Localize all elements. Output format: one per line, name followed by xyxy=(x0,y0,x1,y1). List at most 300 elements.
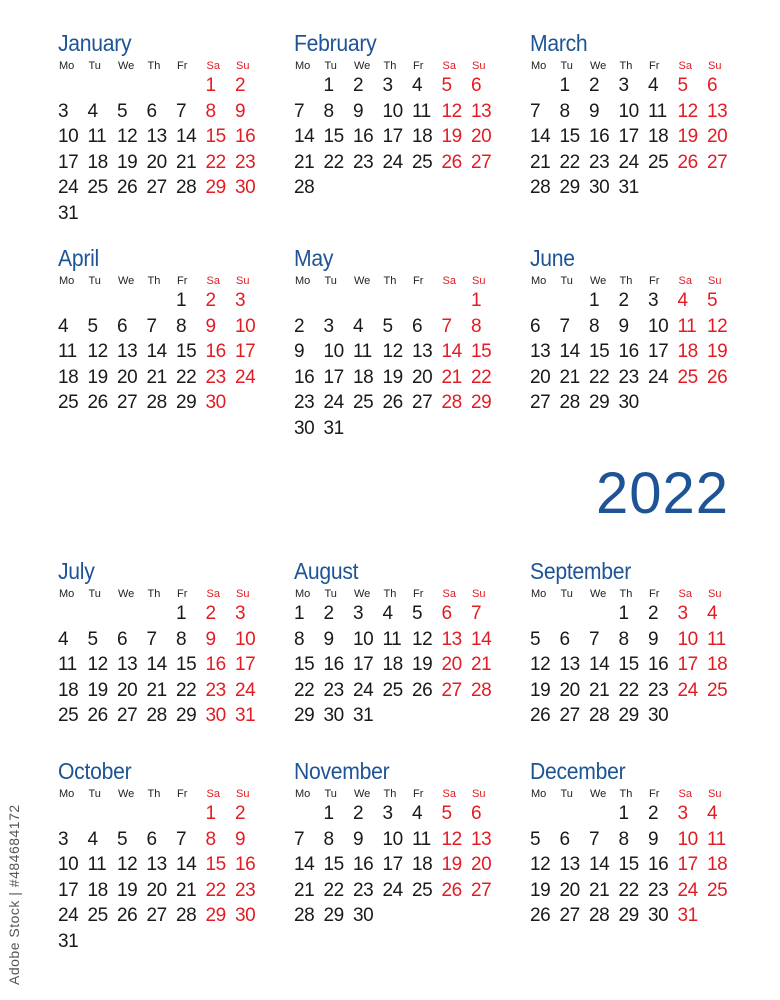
empty-cell xyxy=(294,801,324,827)
day-cell: 6 xyxy=(117,628,128,650)
day-cell: 8 xyxy=(205,828,216,850)
day-cell: 13 xyxy=(530,341,551,362)
day-cell: 19 xyxy=(87,366,108,388)
month-name: November xyxy=(294,758,390,784)
day-cell: 24 xyxy=(648,366,669,388)
day-cell: 24 xyxy=(618,151,639,173)
month-april xyxy=(58,245,273,416)
day-cell: 13 xyxy=(559,654,580,675)
day-cell: 31 xyxy=(618,177,639,198)
weekday-label: Th xyxy=(619,788,633,800)
day-cell: 3 xyxy=(677,603,688,624)
day-cell: 12 xyxy=(677,100,698,122)
day-cell: 19 xyxy=(677,126,698,147)
day-cell: 8 xyxy=(205,100,216,122)
day-cell: 5 xyxy=(707,290,718,311)
day-cell: 27 xyxy=(146,905,167,926)
day-cell: 19 xyxy=(441,126,462,147)
day-cell: 6 xyxy=(471,803,482,824)
day-cell: 11 xyxy=(382,628,402,650)
day-cell: 14 xyxy=(471,628,492,650)
month-january xyxy=(58,30,273,226)
day-cell: 21 xyxy=(294,879,315,901)
weekday-label: Th xyxy=(383,275,397,287)
day-cell: 5 xyxy=(87,628,98,650)
day-cell: 18 xyxy=(677,341,698,362)
day-cell: 16 xyxy=(235,126,256,147)
month-name: December xyxy=(530,758,626,784)
day-cell: 1 xyxy=(618,803,629,824)
weekday-label: Tu xyxy=(560,275,573,287)
day-cell: 23 xyxy=(205,679,226,701)
day-cell: 1 xyxy=(618,603,629,624)
day-cell: 7 xyxy=(589,628,600,650)
day-cell: 13 xyxy=(559,854,580,875)
month-february xyxy=(294,30,509,201)
weekday-label: Th xyxy=(383,588,397,600)
day-cell: 7 xyxy=(441,315,452,337)
weekday-label: Su xyxy=(236,788,250,800)
month-name: May xyxy=(294,245,334,271)
weekday-label: We xyxy=(118,588,135,600)
day-grid xyxy=(58,787,273,954)
day-cell: 17 xyxy=(58,151,79,173)
empty-cell xyxy=(58,73,88,99)
day-cell: 13 xyxy=(146,854,167,875)
day-cell: 29 xyxy=(471,392,492,413)
day-cell: 18 xyxy=(58,679,79,701)
day-cell: 17 xyxy=(58,879,79,901)
day-cell: 3 xyxy=(58,100,69,122)
day-cell: 2 xyxy=(353,803,364,824)
weekday-label: We xyxy=(590,275,607,287)
weekday-label: Th xyxy=(619,588,633,600)
weekday-label: Th xyxy=(383,60,397,72)
day-cell: 3 xyxy=(677,803,688,824)
day-cell: 18 xyxy=(707,654,728,675)
empty-cell xyxy=(147,288,177,314)
weekday-label: Fr xyxy=(649,788,660,800)
weekday-label: We xyxy=(590,788,607,800)
day-cell: 12 xyxy=(87,654,108,675)
weekday-label: Sa xyxy=(442,788,456,800)
day-cell: 31 xyxy=(353,705,374,726)
day-cell: 26 xyxy=(441,151,462,173)
day-cell: 15 xyxy=(176,341,197,362)
day-cell: 28 xyxy=(589,705,610,726)
day-cell: 23 xyxy=(589,151,610,173)
weekday-label: Sa xyxy=(206,275,220,287)
empty-cell xyxy=(147,601,177,627)
day-cell: 21 xyxy=(294,151,315,173)
weekday-label: Th xyxy=(147,588,161,600)
day-cell: 17 xyxy=(353,654,374,675)
empty-cell xyxy=(294,73,324,99)
day-cell: 2 xyxy=(294,315,305,337)
weekday-label: Mo xyxy=(59,275,75,287)
weekday-label: Su xyxy=(472,60,486,72)
day-cell: 4 xyxy=(707,603,718,624)
day-cell: 6 xyxy=(441,603,452,624)
day-cell: 28 xyxy=(530,177,551,198)
day-cell: 21 xyxy=(530,151,551,173)
day-cell: 10 xyxy=(618,100,639,122)
day-cell: 8 xyxy=(323,828,334,850)
weekday-label: Fr xyxy=(177,788,188,800)
weekday-label: Su xyxy=(472,788,486,800)
day-cell: 19 xyxy=(441,854,462,875)
day-cell: 9 xyxy=(618,315,629,337)
day-cell: 25 xyxy=(648,151,669,173)
weekday-label: Mo xyxy=(295,60,311,72)
day-cell: 5 xyxy=(441,803,452,824)
day-cell: 18 xyxy=(87,151,108,173)
weekday-label: Th xyxy=(147,60,161,72)
empty-cell xyxy=(176,801,206,827)
month-june xyxy=(530,245,745,416)
day-cell: 8 xyxy=(294,628,305,650)
day-cell: 11 xyxy=(58,341,77,362)
day-cell: 1 xyxy=(205,803,216,824)
day-cell: 25 xyxy=(677,366,698,388)
day-cell: 5 xyxy=(117,828,128,850)
day-cell: 17 xyxy=(235,341,256,362)
day-cell: 20 xyxy=(117,366,138,388)
day-cell: 21 xyxy=(589,679,610,701)
weekday-label: Sa xyxy=(206,588,220,600)
day-cell: 14 xyxy=(530,126,551,147)
day-cell: 3 xyxy=(382,803,393,824)
day-cell: 2 xyxy=(353,75,364,96)
empty-cell xyxy=(147,73,177,99)
day-cell: 9 xyxy=(235,828,246,850)
month-name: June xyxy=(530,245,575,271)
day-cell: 9 xyxy=(648,828,659,850)
day-cell: 11 xyxy=(707,628,726,650)
day-cell: 13 xyxy=(117,341,138,362)
empty-cell xyxy=(530,801,560,827)
day-cell: 28 xyxy=(471,679,492,701)
day-cell: 13 xyxy=(471,100,492,122)
day-cell: 24 xyxy=(323,392,344,413)
day-cell: 22 xyxy=(589,366,610,388)
day-cell: 14 xyxy=(146,654,167,675)
year-title: 2022 xyxy=(596,461,730,526)
day-cell: 20 xyxy=(471,126,492,147)
day-cell: 1 xyxy=(559,75,570,96)
day-cell: 3 xyxy=(382,75,393,96)
day-cell: 6 xyxy=(707,75,718,96)
day-cell: 7 xyxy=(294,100,305,122)
day-cell: 13 xyxy=(146,126,167,147)
day-cell: 19 xyxy=(412,654,433,675)
month-name: March xyxy=(530,30,588,56)
day-cell: 21 xyxy=(471,654,492,675)
day-cell: 16 xyxy=(205,341,226,362)
day-cell: 1 xyxy=(294,603,305,624)
day-cell: 16 xyxy=(353,854,374,875)
day-cell: 23 xyxy=(235,151,256,173)
weekday-label: Su xyxy=(708,588,722,600)
day-grid xyxy=(294,59,509,201)
month-name: October xyxy=(58,758,132,784)
weekday-label: Tu xyxy=(88,60,101,72)
weekday-label: We xyxy=(118,275,135,287)
weekday-label: Tu xyxy=(560,588,573,600)
day-cell: 30 xyxy=(353,905,374,926)
day-cell: 2 xyxy=(618,290,629,311)
day-cell: 18 xyxy=(58,366,79,388)
weekday-label: Sa xyxy=(678,275,692,287)
weekday-label: Sa xyxy=(678,60,692,72)
weekday-label: We xyxy=(590,588,607,600)
day-cell: 6 xyxy=(471,75,482,96)
day-cell: 30 xyxy=(648,905,669,926)
day-grid xyxy=(294,587,509,729)
day-cell: 22 xyxy=(323,879,344,901)
empty-cell xyxy=(88,73,118,99)
day-cell: 13 xyxy=(707,100,728,122)
day-cell: 3 xyxy=(648,290,659,311)
day-cell: 25 xyxy=(87,905,108,926)
day-cell: 25 xyxy=(87,177,108,198)
empty-cell xyxy=(117,73,147,99)
day-cell: 9 xyxy=(648,628,659,650)
day-cell: 12 xyxy=(530,654,551,675)
empty-cell xyxy=(147,801,177,827)
empty-cell xyxy=(58,601,88,627)
day-cell: 8 xyxy=(471,315,482,337)
day-cell: 2 xyxy=(589,75,600,96)
weekday-label: Tu xyxy=(324,275,337,287)
day-cell: 29 xyxy=(176,705,197,726)
day-cell: 4 xyxy=(58,315,69,337)
weekday-label: Fr xyxy=(177,60,188,72)
day-cell: 6 xyxy=(146,100,157,122)
weekday-label: Su xyxy=(708,275,722,287)
day-cell: 9 xyxy=(323,628,334,650)
day-cell: 19 xyxy=(707,341,728,362)
empty-cell xyxy=(58,288,88,314)
day-cell: 19 xyxy=(117,879,138,901)
day-cell: 10 xyxy=(677,828,698,850)
day-cell: 4 xyxy=(87,100,98,122)
day-cell: 12 xyxy=(412,628,433,650)
day-cell: 12 xyxy=(530,854,551,875)
day-grid xyxy=(294,787,509,929)
day-cell: 30 xyxy=(648,705,669,726)
day-cell: 11 xyxy=(707,828,726,850)
month-september xyxy=(530,558,745,729)
weekday-label: Su xyxy=(236,588,250,600)
day-cell: 20 xyxy=(559,679,580,701)
day-cell: 28 xyxy=(559,392,580,413)
day-cell: 11 xyxy=(353,341,372,362)
day-cell: 24 xyxy=(382,151,403,173)
day-cell: 27 xyxy=(441,679,462,701)
day-cell: 28 xyxy=(146,392,167,413)
day-cell: 2 xyxy=(205,603,216,624)
day-cell: 16 xyxy=(589,126,610,147)
day-cell: 16 xyxy=(618,341,639,362)
day-cell: 4 xyxy=(382,603,393,624)
day-cell: 28 xyxy=(294,177,315,198)
day-grid xyxy=(530,587,745,729)
weekday-label: We xyxy=(118,788,135,800)
month-december xyxy=(530,758,745,929)
day-cell: 6 xyxy=(559,828,570,850)
empty-cell xyxy=(176,73,206,99)
day-cell: 21 xyxy=(589,879,610,901)
day-cell: 29 xyxy=(294,705,315,726)
weekday-label: Th xyxy=(619,275,633,287)
day-cell: 26 xyxy=(382,392,403,413)
empty-cell xyxy=(560,288,590,314)
empty-cell xyxy=(560,801,590,827)
day-cell: 14 xyxy=(589,854,610,875)
day-cell: 24 xyxy=(235,679,256,701)
day-cell: 12 xyxy=(382,341,403,362)
day-cell: 19 xyxy=(382,366,403,388)
empty-cell xyxy=(117,288,147,314)
weekday-label: We xyxy=(354,788,371,800)
day-cell: 26 xyxy=(707,366,728,388)
day-cell: 4 xyxy=(87,828,98,850)
day-cell: 2 xyxy=(648,603,659,624)
day-cell: 30 xyxy=(205,392,226,413)
day-cell: 7 xyxy=(176,828,187,850)
month-name: April xyxy=(58,245,99,271)
day-cell: 13 xyxy=(471,828,492,850)
day-cell: 18 xyxy=(382,654,403,675)
day-cell: 5 xyxy=(87,315,98,337)
day-cell: 24 xyxy=(677,679,698,701)
day-cell: 26 xyxy=(87,392,108,413)
day-cell: 29 xyxy=(205,905,226,926)
day-cell: 7 xyxy=(559,315,570,337)
day-cell: 14 xyxy=(294,854,315,875)
day-cell: 4 xyxy=(412,803,423,824)
day-cell: 17 xyxy=(235,654,256,675)
weekday-label: Sa xyxy=(442,588,456,600)
day-cell: 4 xyxy=(412,75,423,96)
day-cell: 22 xyxy=(323,151,344,173)
day-cell: 29 xyxy=(589,392,610,413)
day-cell: 14 xyxy=(176,854,197,875)
day-grid xyxy=(58,587,273,729)
weekday-label: Fr xyxy=(177,275,188,287)
weekday-label: Fr xyxy=(649,275,660,287)
day-cell: 10 xyxy=(235,315,256,337)
day-cell: 23 xyxy=(205,366,226,388)
day-cell: 17 xyxy=(677,654,698,675)
empty-cell xyxy=(560,601,590,627)
weekday-label: We xyxy=(354,275,371,287)
day-cell: 21 xyxy=(176,879,197,901)
day-cell: 15 xyxy=(176,654,197,675)
day-cell: 9 xyxy=(205,628,216,650)
day-cell: 3 xyxy=(235,290,246,311)
day-cell: 29 xyxy=(559,177,580,198)
weekday-label: Fr xyxy=(413,588,424,600)
weekday-label: Mo xyxy=(295,588,311,600)
day-cell: 28 xyxy=(176,177,197,198)
weekday-label: Sa xyxy=(678,788,692,800)
day-cell: 7 xyxy=(294,828,305,850)
day-cell: 25 xyxy=(58,392,79,413)
day-cell: 24 xyxy=(58,177,79,198)
day-cell: 26 xyxy=(117,177,138,198)
day-cell: 18 xyxy=(707,854,728,875)
day-cell: 11 xyxy=(87,126,107,147)
day-cell: 22 xyxy=(559,151,580,173)
day-cell: 17 xyxy=(677,854,698,875)
empty-cell xyxy=(88,801,118,827)
day-cell: 6 xyxy=(412,315,423,337)
day-cell: 3 xyxy=(58,828,69,850)
day-cell: 28 xyxy=(176,905,197,926)
day-cell: 23 xyxy=(235,879,256,901)
day-cell: 18 xyxy=(648,126,669,147)
day-cell: 15 xyxy=(471,341,492,362)
day-cell: 29 xyxy=(323,905,344,926)
day-cell: 31 xyxy=(58,202,79,224)
day-cell: 23 xyxy=(648,679,669,701)
month-october xyxy=(58,758,273,954)
day-cell: 4 xyxy=(353,315,364,337)
empty-cell xyxy=(442,288,472,314)
day-cell: 10 xyxy=(58,126,79,147)
day-cell: 27 xyxy=(146,177,167,198)
empty-cell xyxy=(117,801,147,827)
day-cell: 28 xyxy=(589,905,610,926)
day-cell: 2 xyxy=(323,603,334,624)
day-cell: 16 xyxy=(323,654,344,675)
empty-cell xyxy=(58,801,88,827)
day-cell: 10 xyxy=(235,628,256,650)
day-cell: 1 xyxy=(323,803,334,824)
day-cell: 7 xyxy=(176,100,187,122)
day-cell: 24 xyxy=(58,905,79,926)
day-cell: 1 xyxy=(176,603,187,624)
day-cell: 27 xyxy=(412,392,433,413)
weekday-label: Tu xyxy=(560,788,573,800)
weekday-label: Sa xyxy=(442,60,456,72)
day-cell: 1 xyxy=(471,290,482,311)
month-november xyxy=(294,758,509,929)
day-cell: 6 xyxy=(559,628,570,650)
day-cell: 6 xyxy=(146,828,157,850)
weekday-label: Th xyxy=(619,60,633,72)
day-cell: 30 xyxy=(235,177,256,198)
day-cell: 14 xyxy=(589,654,610,675)
day-cell: 5 xyxy=(382,315,393,337)
day-cell: 3 xyxy=(323,315,334,337)
day-cell: 22 xyxy=(471,366,492,388)
empty-cell xyxy=(412,288,442,314)
weekday-label: Sa xyxy=(442,275,456,287)
day-cell: 22 xyxy=(176,366,197,388)
day-cell: 2 xyxy=(648,803,659,824)
day-cell: 14 xyxy=(294,126,315,147)
weekday-label: Tu xyxy=(88,588,101,600)
day-cell: 22 xyxy=(618,879,639,901)
day-cell: 12 xyxy=(117,854,138,875)
day-cell: 22 xyxy=(294,679,315,701)
day-cell: 10 xyxy=(58,854,79,875)
weekday-label: Mo xyxy=(59,788,75,800)
day-cell: 4 xyxy=(677,290,688,311)
